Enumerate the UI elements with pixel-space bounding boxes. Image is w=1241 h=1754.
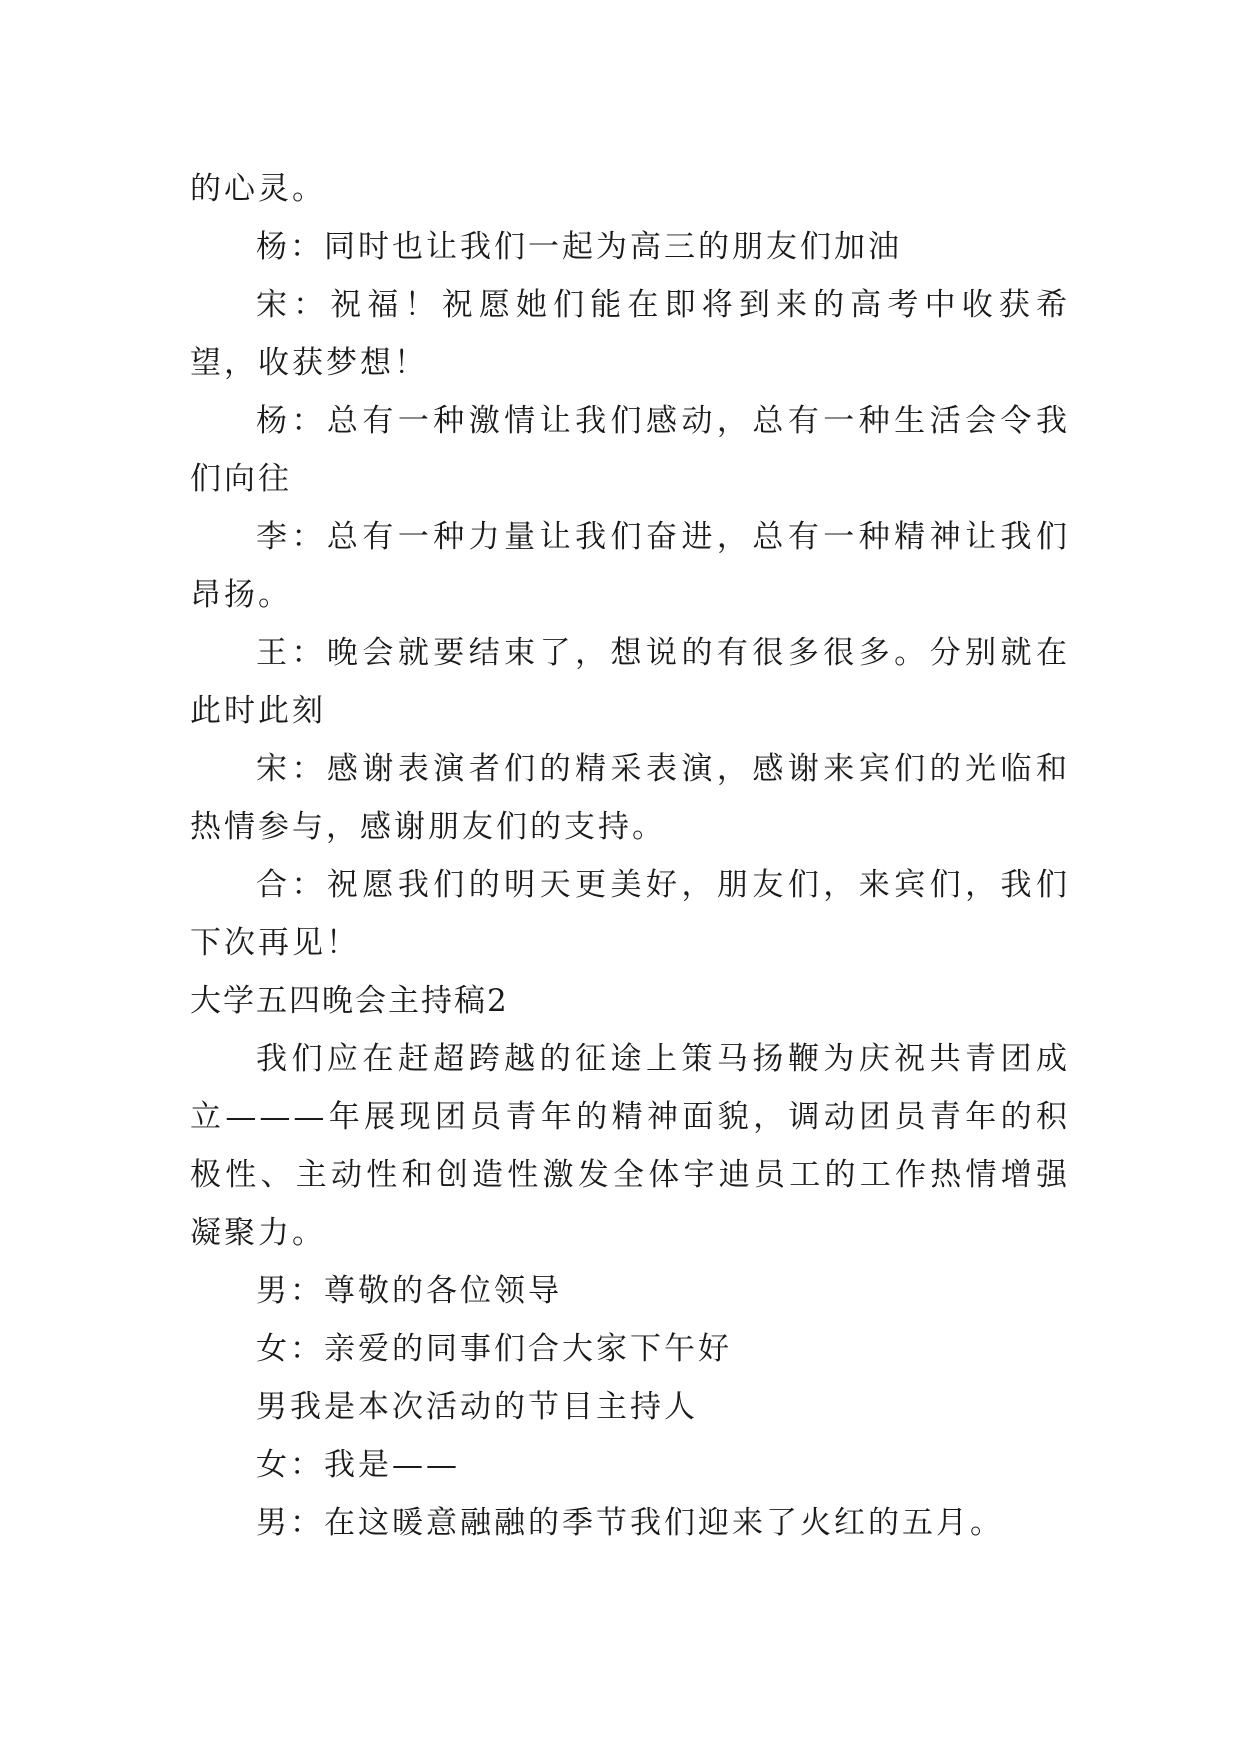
- paragraph: 女：我是——: [256, 1447, 460, 1483]
- paragraph: 宋：祝福！祝愿她们能在即将到来的高考中收获希望，收获梦想！: [190, 287, 1070, 381]
- paragraph: 杨：总有一种激情让我们感动，总有一种生活会令我们向往: [190, 403, 1070, 497]
- paragraph: 合：祝愿我们的明天更美好，朋友们，来宾们，我们下次再见！: [190, 867, 1070, 961]
- paragraph: 女：亲爱的同事们合大家下午好: [256, 1331, 732, 1367]
- paragraph: 的心灵。: [190, 171, 326, 207]
- paragraph: 宋：感谢表演者们的精采表演，感谢来宾们的光临和热情参与，感谢朋友们的支持。: [190, 751, 1070, 845]
- paragraph: 杨：同时也让我们一起为高三的朋友们加油: [256, 229, 902, 265]
- paragraph: 李：总有一种力量让我们奋进，总有一种精神让我们昂扬。: [190, 519, 1070, 613]
- paragraph: 王：晚会就要结束了，想说的有很多很多。分别就在此时此刻: [190, 635, 1070, 729]
- paragraph: 男：在这暖意融融的季节我们迎来了火红的五月。: [256, 1505, 1004, 1541]
- document-body: [190, 160, 1070, 1552]
- paragraph: 男：尊敬的各位领导: [256, 1273, 562, 1309]
- paragraph: 男我是本次活动的节目主持人: [256, 1389, 698, 1425]
- paragraph: 我们应在赶超跨越的征途上策马扬鞭为庆祝共青团成立———年展现团员青年的精神面貌，调动团员青年的积极性、主动性和创造性激发全体宇迪员工的工作热情增强凝聚力。: [190, 1041, 1070, 1251]
- section-heading: 大学五四晚会主持稿2: [190, 983, 509, 1019]
